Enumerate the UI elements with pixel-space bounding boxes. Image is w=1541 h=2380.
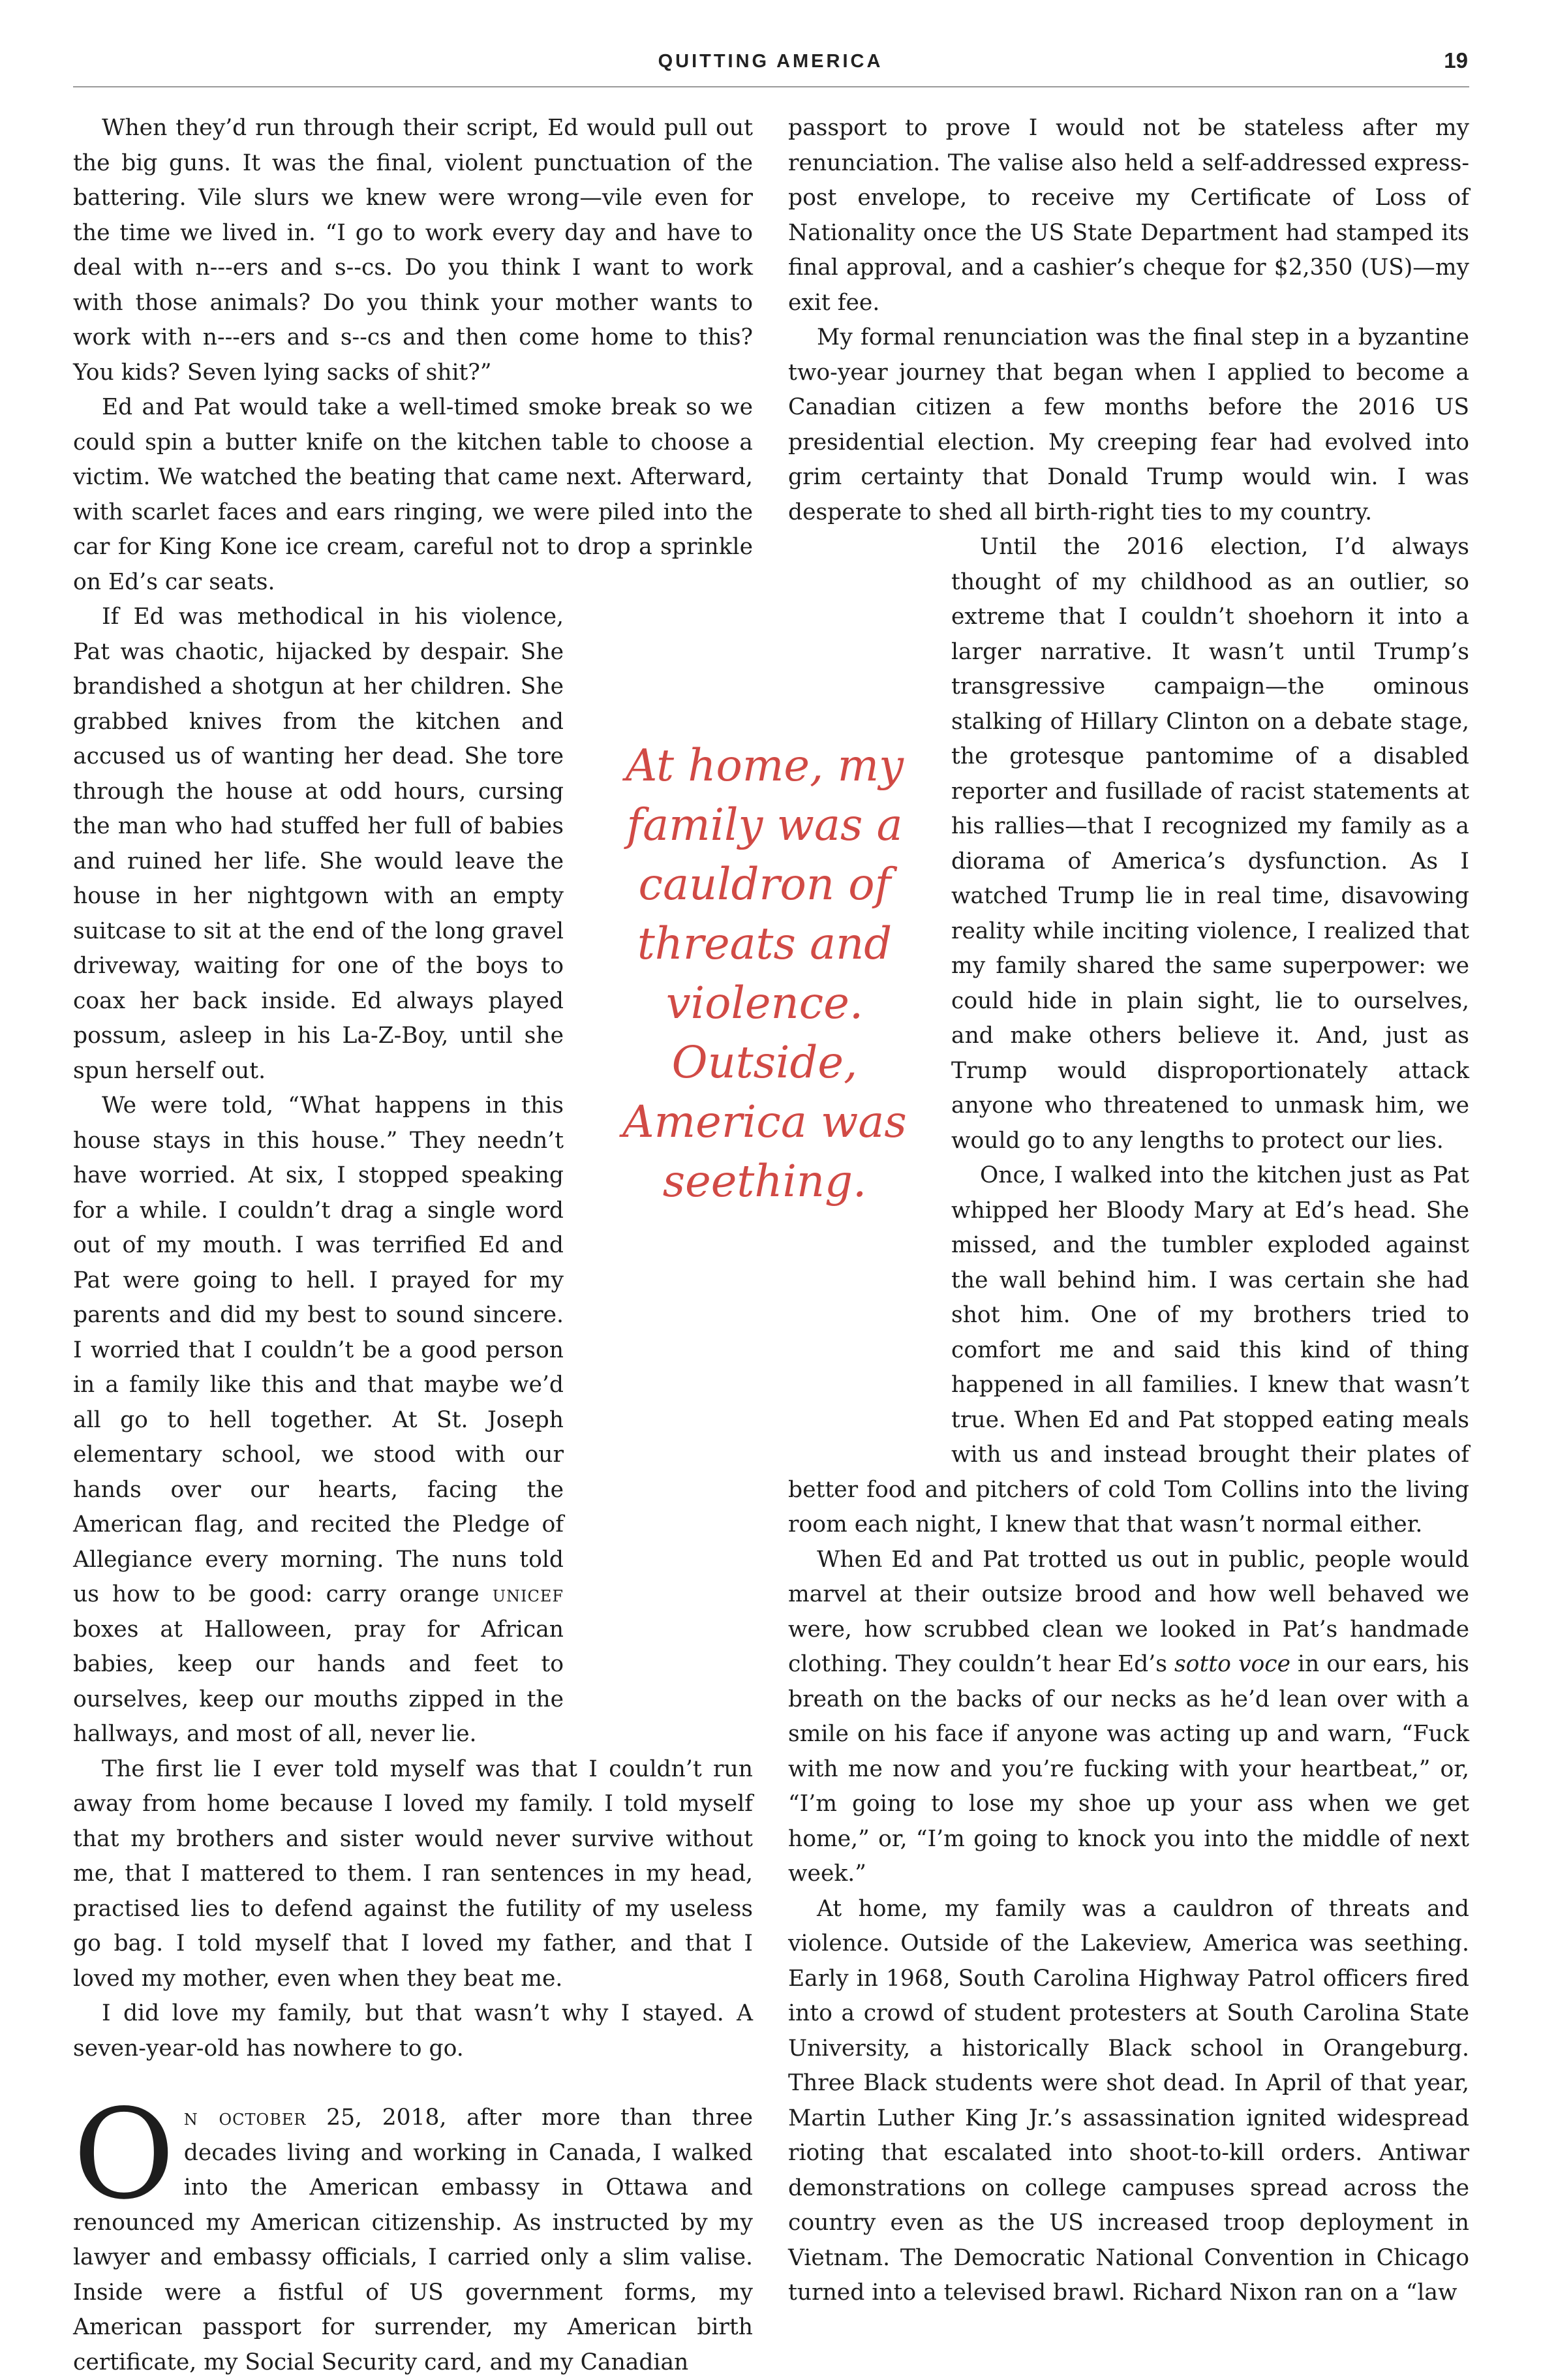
right-paragraph-5-a: When Ed and Pat trotted us out in public, people would marvel at their outsize brood and how well behaved we were, how scrubbed clean we looked in Pat’s handmade clothing. They couldn’t hear Ed’s <box>788 1546 1469 1677</box>
left-paragraph-7 <box>73 2082 754 2380</box>
left-paragraph-6: I did love my family, but that wasn’t why I stayed. A seven-year-old has nowhere to go. <box>73 2000 753 2062</box>
right-paragraph-5-b: in our ears, his breath on the backs of our necks as he’d lean over with a smile on his face if anyone was acting up and warn, “Fuck with me now and you’re fucking with your heartbeat,” or, “I’m going to lose my shoe up your ass when we get home,” or, “I’m going to knock you into the middle of next week.” <box>788 1651 1469 1887</box>
left-paragraph-5: The first lie I ever told myself was that I couldn’t run away from home because I loved my family. I told myself that my brothers and sister would never survive without me, that I mattered to them. I ran sentences in my head, practised lies to defend against the futility of my useless go bag. I told myself that I loved my father, and that I loved my mother, even when they beat me. <box>73 1755 753 1992</box>
right-paragraph-1: passport to prove I would not be stateless after my renunciation. The valise also held a self-addressed express-post envelope, to receive my Certificate of Loss of Nationality once the US State Department had stamped its final approval, and a cashier’s cheque for $2,350 (US)—my exit fee. <box>788 115 1469 316</box>
section-break <box>73 2066 753 2101</box>
opening-smallcaps: n october <box>183 2105 307 2131</box>
right-paragraph-5 <box>788 1543 1469 1892</box>
left-paragraph-7-text: 25, 2018, after more than three decades living and working in Canada, I walked into the American embassy in Ottawa and renounced my American citizenship. As instructed by my lawyer and embassy officials, I carried only a slim valise. Inside were a fistful of US government forms, my American passport for surrender, my American birth certificate, my Social Security card, and my Canadian <box>73 2105 754 2375</box>
pull-quote-spacer-left <box>564 1177 753 1745</box>
left-paragraph-4-text: We were told, “What happens in this house stays in this house.” They needn’t have worried. At six, I stopped speaking for a while. I couldn’t drag a single word out of my mouth. I was terrified Ed and Pat were going to hell. I prayed for my parents and did my best to sound sincere. I worried that I couldn’t be a good person in a family like this and that maybe we’d all go to hell together. At St. Joseph elementary school, we stood with our hands over our hearts, facing the American flag, and recited the Pledge of Allegiance every morning. The nuns told us how to be good: carry orange <box>73 1092 564 1607</box>
right-paragraph-4: Once, I walked into the kitchen just as Pat whipped her Bloody Mary at Ed’s head. She missed, and the tumbler exploded against the wall behind him. I was certain she had shot him. One of my brothers tried to comfort me and said this kind of thing happened in all families. I knew that wasn’t true. When Ed and Pat stopped eating meals with us and instead brought their plates of better food and pitchers of cold Tom Collins into the living room each night, I knew that that wasn’t normal either. <box>788 1162 1469 1538</box>
left-paragraph-4-end: boxes at Halloween, pray for African babies, keep our hands and feet to ourselves, keep our mouths zipped in the hallways, and most of all, never lie. <box>73 1616 564 1747</box>
left-column <box>73 111 753 2380</box>
left-paragraph-2: Ed and Pat would take a well-timed smoke break so we could spin a butter knife on the kitchen table to choose a victim. We watched the beating that came next. Afterward, with scarlet faces and ears ringing, we were piled into the car for King Kone ice cream, careful not to drop a sprinkle on Ed’s car seats. <box>73 394 753 595</box>
right-paragraph-6: At home, my family was a cauldron of threats and violence. Outside of the Lakeview, America was seething. Early in 1968, South Carolina Highway Patrol officers fired into a crowd of student protesters at South Carolina State University, a historically Black school in Orangeburg. Three Black students were shot dead. In April of that year, Martin Luther King Jr.’s assassination ignited widespread rioting that escalated into shoot-to-kill orders. Antiwar demonstrations on college campuses spread across the country even as the US increased troop deployment in Vietnam. The Democratic National Convention in Chicago turned into a televised brawl. Richard Nixon ran on a “law <box>788 1895 1469 2306</box>
left-paragraph-1: When they’d run through their script, Ed would pull out the big guns. It was the final, violent punctuation of the battering. Vile slurs we knew were wrong—vile even for the time we lived in. “I go to work every day and have to deal with n---ers and s--cs. Do you think I want to work with those animals? Do you think your mother wants to work with n---ers and s--cs and then come home to this? You kids? Seven lying sacks of shit?” <box>73 115 753 386</box>
unicef-smallcaps: unicef <box>492 1581 564 1607</box>
section-title: QUITTING AMERICA <box>658 51 883 72</box>
pull-quote-box <box>603 736 926 1239</box>
header-rule <box>73 86 1469 87</box>
left-paragraph-3: If Ed was methodical in his violence, Pat was chaotic, hijacked by despair. She brandished a shotgun at her children. She grabbed knives from the kitchen and accused us of wanting her dead. She tore through the house at odd hours, cursing the man who had stuffed her full of babies and ruined her life. She would leave the house in her nightgown with an empty suitcase to sit at the end of the long gravel driveway, waiting for one of the boys to coax her back inside. Ed always played possum, asleep in his La-Z-Boy, until she spun herself out. <box>73 604 564 1084</box>
drop-cap: O <box>73 2082 175 2227</box>
right-paragraph-3: Until the 2016 election, I’d always thought of my childhood as an outlier, so extreme that I couldn’t shoehorn it into a larger narrative. It wasn’t until Trump’s transgressive campaign—the ominous stalking of Hillary Clinton on a debate stage, the grotesque pantomime of a disabled reporter and fusillade of racist statements at his rallies—that I recognized my family as a diorama of America’s dysfunction. As I watched Trump lie in real time, disavowing reality while inciting violence, I realized that my family shared the same superpower: we could hide in plain sight, lie to ourselves, and make others believe it. And, just as Trump would disproportionately attack anyone who threatened to unmask him, we would go to any lengths to protect our lies. <box>951 534 1469 1154</box>
page-number: 19 <box>1444 48 1468 72</box>
right-paragraph-2: My formal renunciation was the final step in a byzantine two-year journey that began when I applied to become a Canadian citizen a few months before the 2016 US presidential election. My creeping fear had evolved into grim certainty that Donald Trump would win. I was desperate to shed all birth-right ties to my country. <box>788 324 1469 525</box>
sotto-voce-italic: sotto voce <box>1174 1651 1290 1677</box>
pull-quote: At home, my family was a cauldron of threats and violence. Outside, America was seething. <box>622 740 907 1207</box>
running-head <box>0 44 1541 84</box>
